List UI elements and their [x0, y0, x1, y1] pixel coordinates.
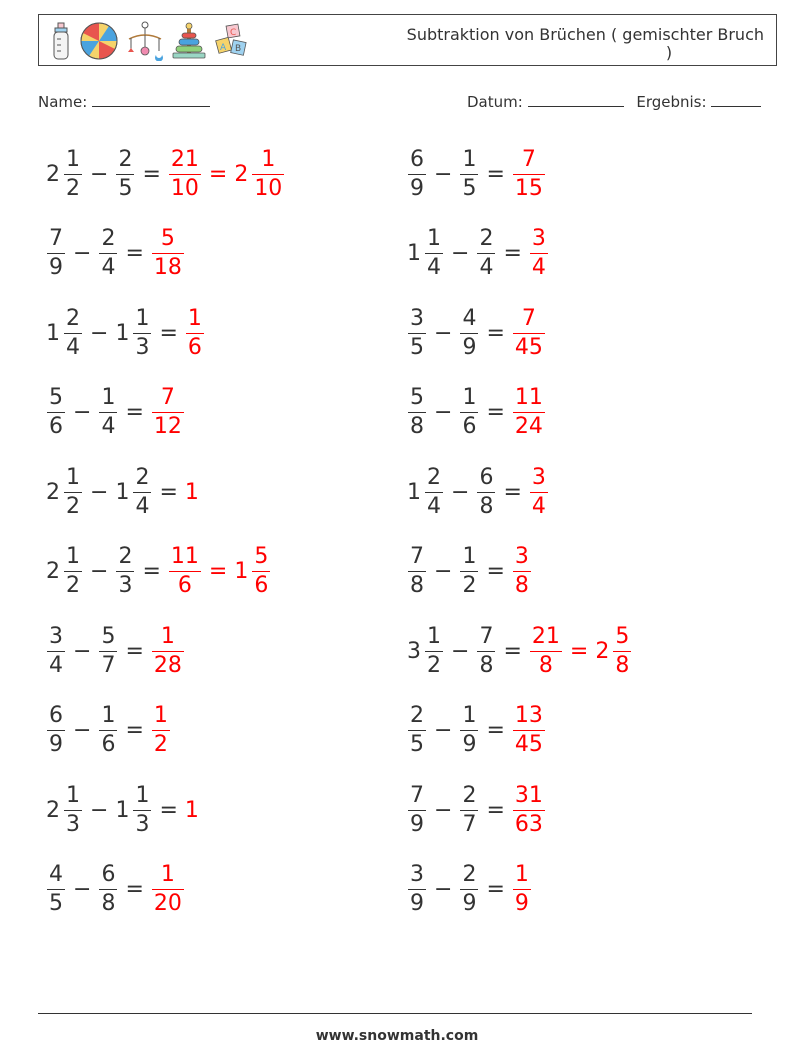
denominator: 10	[170, 175, 199, 201]
fraction	[513, 861, 531, 918]
fraction	[425, 623, 443, 680]
worksheet-title	[404, 26, 764, 62]
fraction	[425, 464, 443, 521]
numerator: 2	[462, 862, 477, 887]
fraction	[169, 543, 201, 600]
denominator: 10	[254, 175, 283, 201]
denominator: 2	[66, 573, 80, 598]
date-blank[interactable]	[528, 92, 624, 107]
fraction	[477, 464, 495, 521]
fraction	[47, 623, 65, 680]
equals-sign: =	[486, 559, 505, 584]
minus-sign: −	[90, 320, 109, 346]
numerator: 5	[615, 623, 630, 649]
whole-number: 2	[46, 161, 60, 187]
denominator: 12	[153, 414, 182, 439]
whole-number: 2	[46, 479, 60, 505]
minus-sign: −	[90, 559, 109, 584]
whole-number: 1	[184, 479, 199, 505]
fraction	[133, 464, 151, 521]
minus-sign: −	[434, 559, 453, 584]
fraction	[408, 305, 426, 362]
problem-8	[405, 383, 548, 443]
denominator: 2	[66, 175, 80, 201]
fraction	[513, 543, 531, 600]
numerator: 2	[135, 464, 150, 490]
denominator: 3	[135, 334, 150, 360]
denominator: 5	[462, 175, 477, 201]
denominator: 9	[410, 175, 424, 201]
equals-sign: =	[142, 161, 161, 187]
fraction	[47, 384, 65, 441]
equals-sign: =	[159, 797, 178, 823]
denominator: 8	[479, 493, 494, 519]
denominator: 20	[153, 891, 182, 916]
svg-text:B: B	[235, 44, 242, 54]
numerator: 5	[254, 544, 269, 569]
numerator: 2	[462, 782, 477, 808]
fraction	[408, 384, 426, 441]
abc-blocks-icon	[213, 21, 249, 61]
numerator: 5	[160, 226, 175, 251]
minus-sign: −	[451, 638, 470, 664]
numerator: 31	[514, 782, 543, 808]
equals-sign: =	[503, 241, 522, 266]
whole-number: 1	[115, 479, 130, 505]
minus-sign: −	[434, 320, 453, 346]
numerator: 1	[101, 703, 116, 728]
numerator: 6	[101, 862, 116, 887]
numerator: 2	[118, 146, 133, 172]
numerator: 6	[410, 146, 424, 172]
stacking-rings-icon	[171, 21, 207, 61]
fraction	[460, 702, 478, 759]
whole-number: 2	[595, 638, 610, 664]
equals-sign: =	[125, 718, 144, 743]
numerator: 2	[118, 544, 133, 569]
fraction	[116, 543, 134, 600]
fraction	[99, 623, 117, 680]
whole-number: 2	[46, 797, 60, 823]
numerator: 1	[160, 862, 175, 887]
denominator: 4	[49, 652, 63, 678]
equals-sign: =	[208, 161, 228, 187]
date-result-fields	[467, 92, 761, 111]
whole-number: 1	[46, 320, 60, 346]
problem-4	[405, 224, 551, 284]
equals-sign: =	[503, 638, 522, 664]
denominator: 8	[479, 652, 494, 678]
numerator: 2	[101, 226, 116, 251]
denominator: 4	[427, 255, 441, 280]
denominator: 45	[514, 732, 543, 757]
denominator: 8	[410, 414, 424, 439]
numerator: 3	[531, 226, 546, 251]
minus-sign: −	[73, 638, 92, 664]
problem-19	[44, 860, 187, 920]
fraction	[460, 146, 478, 203]
denominator: 3	[135, 811, 150, 837]
whole-number: 1	[234, 559, 249, 584]
problem-13	[44, 621, 187, 681]
denominator: 4	[66, 334, 80, 360]
worksheet-header	[38, 14, 777, 66]
minus-sign: −	[434, 161, 453, 187]
denominator: 4	[531, 493, 546, 519]
minus-sign: −	[90, 161, 109, 187]
fraction	[408, 782, 426, 839]
numerator: 21	[170, 146, 199, 172]
result-blank[interactable]	[711, 92, 761, 107]
fraction	[64, 146, 82, 203]
whole-number: 1	[407, 241, 421, 266]
numerator: 5	[101, 623, 116, 649]
equals-sign: =	[486, 877, 505, 902]
denominator: 4	[101, 414, 116, 439]
denominator: 9	[410, 811, 424, 837]
equals-sign: =	[159, 479, 178, 505]
fraction	[408, 146, 426, 203]
fraction	[99, 861, 117, 918]
name-blank[interactable]	[92, 92, 210, 107]
minus-sign: −	[90, 479, 109, 505]
denominator: 7	[462, 811, 477, 837]
numerator: 7	[49, 226, 63, 251]
fraction	[408, 702, 426, 759]
equals-sign: =	[142, 559, 161, 584]
numerator: 1	[462, 146, 477, 172]
fraction	[133, 782, 151, 839]
numerator: 7	[160, 385, 175, 410]
problem-6	[405, 303, 548, 363]
denominator: 6	[462, 414, 477, 439]
minus-sign: −	[451, 241, 470, 266]
minus-sign: −	[73, 400, 92, 425]
numerator: 1	[427, 226, 441, 251]
numerator: 7	[410, 544, 424, 569]
numerator: 1	[160, 623, 175, 649]
numerator: 6	[479, 464, 494, 490]
denominator: 8	[538, 652, 553, 678]
denominator: 24	[514, 414, 543, 439]
numerator: 3	[49, 623, 63, 649]
numerator: 2	[410, 703, 424, 728]
denominator: 3	[118, 573, 133, 598]
fraction	[133, 305, 151, 362]
denominator: 6	[177, 573, 192, 598]
fraction	[513, 702, 545, 759]
minus-sign: −	[434, 877, 453, 902]
fraction	[64, 305, 82, 362]
fraction	[47, 702, 65, 759]
numerator: 1	[135, 305, 150, 331]
fraction	[530, 464, 548, 521]
denominator: 8	[514, 573, 529, 598]
problem-1	[44, 144, 287, 204]
denominator: 9	[462, 732, 477, 757]
problem-17	[44, 780, 200, 840]
denominator: 5	[118, 175, 133, 201]
whole-number: 1	[115, 320, 130, 346]
footer-url: www.snowmath.com	[315, 1028, 479, 1044]
whole-number: 3	[407, 638, 421, 664]
equals-sign: =	[503, 479, 522, 505]
fraction	[477, 225, 495, 282]
footer-divider	[38, 1013, 752, 1014]
numerator: 1	[135, 782, 150, 808]
numerator: 1	[66, 464, 80, 490]
equals-sign: =	[159, 320, 178, 346]
numerator: 4	[49, 862, 63, 887]
fraction	[408, 543, 426, 600]
numerator: 3	[410, 862, 424, 887]
numerator: 1	[187, 305, 202, 331]
denominator: 4	[531, 255, 546, 280]
fraction	[513, 305, 545, 362]
numerator: 1	[462, 703, 477, 728]
equals-sign: =	[125, 400, 144, 425]
fraction	[47, 861, 65, 918]
problem-3	[44, 224, 187, 284]
denominator: 5	[410, 334, 424, 360]
whole-number: 1	[184, 797, 199, 823]
fraction	[116, 146, 134, 203]
numerator: 1	[462, 544, 477, 569]
fraction	[613, 623, 631, 680]
fraction	[152, 861, 184, 918]
fraction	[513, 384, 545, 441]
denominator: 6	[101, 732, 116, 757]
denominator: 9	[410, 891, 424, 916]
minus-sign: −	[451, 479, 470, 505]
fraction	[460, 782, 478, 839]
minus-sign: −	[90, 797, 109, 823]
denominator: 2	[66, 493, 80, 519]
fraction	[99, 702, 117, 759]
numerator: 3	[514, 544, 529, 569]
denominator: 2	[462, 573, 477, 598]
fraction	[47, 225, 65, 282]
minus-sign: −	[73, 718, 92, 743]
numerator: 3	[531, 464, 546, 490]
problem-14	[405, 621, 634, 681]
fraction	[64, 464, 82, 521]
denominator: 9	[49, 732, 63, 757]
fraction	[186, 305, 204, 362]
equals-sign: =	[486, 400, 505, 425]
denominator: 5	[410, 732, 424, 757]
numerator: 1	[261, 146, 276, 172]
equals-sign: =	[486, 320, 505, 346]
fraction	[530, 623, 562, 680]
equals-sign: =	[125, 241, 144, 266]
denominator: 4	[135, 493, 150, 519]
fraction	[252, 543, 270, 600]
svg-text:A: A	[220, 43, 227, 53]
minus-sign: −	[73, 241, 92, 266]
denominator: 45	[514, 334, 543, 360]
denominator: 18	[153, 255, 182, 280]
denominator: 9	[49, 255, 63, 280]
minus-sign: −	[73, 877, 92, 902]
denominator: 4	[479, 255, 494, 280]
name-field	[38, 92, 210, 111]
denominator: 28	[153, 652, 182, 678]
problem-5	[44, 303, 207, 363]
problem-11	[44, 542, 273, 602]
baby-mobile-icon	[125, 21, 165, 61]
denominator: 8	[101, 891, 116, 916]
fraction	[425, 225, 443, 282]
header-icons	[49, 19, 249, 63]
denominator: 6	[49, 414, 63, 439]
denominator: 3	[66, 811, 80, 837]
whole-number: 2	[234, 161, 249, 187]
numerator: 13	[514, 703, 543, 728]
denominator: 15	[514, 175, 543, 201]
numerator: 2	[66, 305, 80, 331]
numerator: 11	[514, 385, 543, 410]
whole-number: 1	[407, 479, 421, 505]
numerator: 5	[410, 385, 424, 410]
numerator: 7	[410, 782, 424, 808]
fraction	[169, 146, 201, 203]
numerator: 1	[66, 782, 80, 808]
problem-18	[405, 780, 548, 840]
fraction	[408, 861, 426, 918]
date-label: Datum:	[467, 93, 523, 111]
equals-sign: =	[208, 559, 228, 584]
numerator: 6	[49, 703, 63, 728]
equals-sign: =	[486, 797, 505, 823]
numerator: 5	[49, 385, 63, 410]
svg-text:C: C	[230, 28, 237, 38]
minus-sign: −	[434, 400, 453, 425]
numerator: 11	[170, 544, 199, 569]
denominator: 2	[153, 732, 168, 757]
denominator: 4	[101, 255, 116, 280]
equals-sign: =	[486, 718, 505, 743]
numerator: 2	[479, 226, 494, 251]
numerator: 4	[462, 305, 477, 331]
whole-number: 2	[46, 559, 60, 584]
fraction	[64, 782, 82, 839]
numerator: 1	[462, 385, 477, 410]
problem-12	[405, 542, 534, 602]
numerator: 7	[521, 146, 536, 172]
problem-9	[44, 462, 200, 522]
fraction	[99, 384, 117, 441]
equals-sign: =	[125, 877, 144, 902]
equals-sign: =	[569, 638, 589, 664]
equals-sign: =	[125, 638, 144, 664]
denominator: 6	[254, 573, 269, 598]
denominator: 7	[101, 652, 116, 678]
fraction	[460, 861, 478, 918]
title-line-2: )	[665, 43, 673, 62]
denominator: 5	[49, 891, 63, 916]
problem-10	[405, 462, 551, 522]
whole-number: 1	[115, 797, 130, 823]
denominator: 8	[410, 573, 424, 598]
denominator: 4	[427, 493, 441, 519]
denominator: 9	[514, 891, 529, 916]
fraction	[152, 623, 184, 680]
minus-sign: −	[434, 718, 453, 743]
numerator: 3	[410, 305, 424, 331]
equals-sign: =	[486, 161, 505, 187]
problem-7	[44, 383, 187, 443]
numerator: 1	[427, 623, 441, 649]
denominator: 9	[462, 891, 477, 916]
result-label: Ergebnis:	[636, 93, 707, 111]
fraction	[152, 225, 184, 282]
fraction	[99, 225, 117, 282]
fraction	[513, 146, 545, 203]
numerator: 7	[479, 623, 494, 649]
fraction	[460, 543, 478, 600]
fraction	[64, 543, 82, 600]
denominator: 2	[427, 652, 441, 678]
problem-20	[405, 860, 534, 920]
problem-2	[405, 144, 548, 204]
fraction	[460, 305, 478, 362]
fraction	[152, 384, 184, 441]
numerator: 21	[531, 623, 560, 649]
denominator: 63	[514, 811, 543, 837]
title-line-1: Subtraktion von Brüchen ( gemischter Bruch	[406, 25, 764, 44]
numerator: 1	[101, 385, 116, 410]
numerator: 1	[66, 146, 80, 172]
denominator: 8	[615, 652, 630, 678]
fraction	[252, 146, 284, 203]
minus-sign: −	[434, 797, 453, 823]
problem-15	[44, 701, 173, 761]
numerator: 1	[514, 862, 529, 887]
numerator: 2	[427, 464, 441, 490]
denominator: 6	[187, 334, 202, 360]
numerator: 7	[521, 305, 536, 331]
name-label: Name:	[38, 93, 88, 111]
baby-bottle-icon	[49, 21, 73, 61]
fraction	[460, 384, 478, 441]
fraction	[152, 702, 170, 759]
beach-ball-icon	[79, 21, 119, 61]
problem-16	[405, 701, 548, 761]
fraction	[477, 623, 495, 680]
fraction	[530, 225, 548, 282]
numerator: 1	[66, 544, 80, 569]
denominator: 9	[462, 334, 477, 360]
fraction	[513, 782, 545, 839]
numerator: 1	[153, 703, 168, 728]
